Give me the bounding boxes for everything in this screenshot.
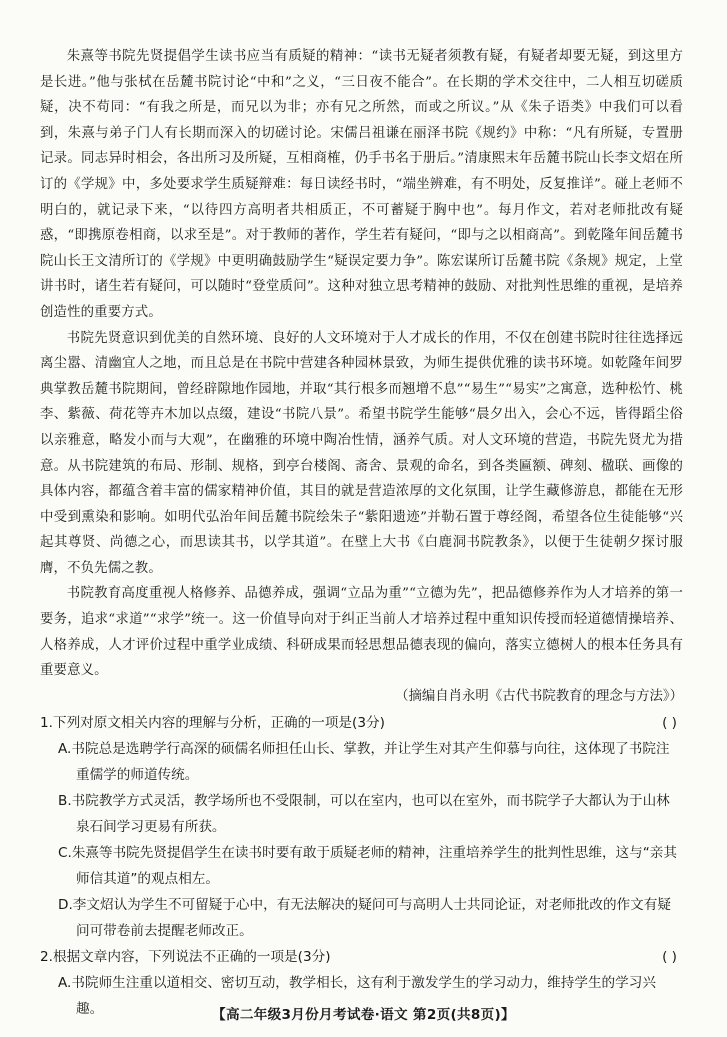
option-b: B.书院教学方式灵活，教学场所也不受限制，可以在室内，也可以在室外，而书院学子大都认为于山林泉石间学习更易有所获。 — [58, 792, 670, 835]
page-footer: 【高二年级3月份月考试卷·语文 第2页(共8页)】 — [212, 1007, 515, 1023]
question-stem-text: 1.下列对原文相关内容的理解与分析，正确的一项是(3分) — [40, 714, 385, 731]
passage-source: （摘编自肖永明《古代书院教育的理念与方法》） — [395, 688, 683, 704]
passage-paragraph-1: 朱熹等书院先贤提倡学生读书应当有质疑的精神：“读书无疑者须教有疑，有疑者却要无疑，到这里方是长进。”他与张栻在岳麓书院讨论“中和”之义，“三日夜不能合”。在长期的学术交往中，二人相互切磋质疑，决不苟同：“有我之所是，而兄以为非；亦有兄之所然，而或之所议。”从《朱子语类》中我们可以看到，朱熹与弟子门人有长期而深入的切磋讨论。宋儒吕祖谦在丽泽书院《规约》中称：“凡有所疑，专置册记录。同志异时相会，各出所习及所疑，互相商榷，仍手书名于册后。”清康熙末年岳麓书院山长李文炤在所订的《学规》中，多处要求学生质疑辩难：每日读经书时，“端坐辨难，有不明处，反复推详”。碰上老师不明白的，就记录下来，“以待四方高明者共相质正，不可蓄疑于胸中也”。每月作文，若对老师批改有疑惑，“即携原卷相商，以求至是”。对于教师的著作，学生若有疑问，“即与之以相商高”。到乾隆年间岳麓书院山长王文清所订的《学规》中更明确鼓励学生“疑误定要力争”。陈宏谋所订岳麓书院《条规》规定，上堂讲书时，诸生若有疑问，可以随时“登堂质问”。这种对独立思考精神的鼓励、对批判性思维的重视，是培养创造性的重要方式。 — [40, 49, 683, 320]
answer-blank: ( ) — [662, 948, 677, 965]
option-d: D.李文炤认为学生不可留疑于心中，有无法解决的疑问可与高明人士共同论证，对老师批改的作文有疑问可带卷前去提醒老师改正。 — [58, 896, 671, 939]
option-a: A.书院总是选聘学行高深的硕儒名师担任山长、掌教，并让学生对其产生仰慕与向往，这体现了书院注重儒学的师道传统。 — [58, 740, 670, 783]
answer-blank: ( ) — [662, 714, 677, 731]
question-stem-text: 2.根据文章内容，下列说法不正确的一项是(3分) — [40, 948, 331, 965]
passage-paragraph-3: 书院教育高度重视人格修养、品德养成，强调“立品为重”“立德为先”，把品德修养作为人才培养的第一要务，追求“求道”“求学”统一。这一价值导向对于纠正当前人才培养过程中重知识传授而轻道德情操培养、人格养成，人才评价过程中重学业成绩、科研成果而轻思想品德表现的偏向，落实立德树人的根本任务具有重要意义。 — [40, 586, 683, 679]
question-stem — [40, 710, 683, 736]
option-c: C.朱熹等书院先贤提倡学生在读书时要有敢于质疑老师的精神，注重培养学生的批判性思维，这与“亲其师信其道”的观点相左。 — [58, 844, 677, 887]
passage-paragraph-2: 书院先贤意识到优美的自然环境、良好的人文环境对于人才成长的作用，不仅在创建书院时往往选择远离尘嚣、清幽宜人之地，而且总是在书院中营建各种园林景致，为师生提供优雅的读书环境。如乾隆年间罗典掌教岳麓书院期间，曾经辟隙地作园地，并取“其行根多而翘增不息”“易生”“易实”之寓意，选种松竹、桃李、紫薇、荷花等卉木加以点缀，建设“书院八景”。希望书院学生能够“晨夕出入，会心不远，皆得蹈尘俗以亲雅意，略发小而与大观”，在幽雅的环境中陶冶性情，涵养气质。对人文环境的营造，书院先贤尤为措意。从书院建筑的布局、形制、规格，到亭台楼阁、斋舍、景观的命名，到各类匾额、碑刻、楹联、画像的具体内容，都蕴含着丰富的儒家精神价值，其目的就是营造浓厚的文化氛围，让学生藏修游息，都能在无形中受到熏染和影响。如明代弘治年间岳麓书院绘朱子“紫阳遗迹”并勒石置于尊经阁，希望各位生徒能够“兴起其尊贤、尚德之心，而思读其书，以学其道”。在壁上大书《白鹿洞书院教条》，以便于生徒朝夕探讨服膺，不负先儒之教。 — [40, 330, 683, 576]
question-stem — [40, 944, 683, 970]
option-a: A.书院师生注重以道相交、密切互动，教学相长，这有利于激发学生的学习动力，维持学生的学习兴趣。 — [58, 974, 656, 1017]
question-1 — [40, 710, 683, 944]
